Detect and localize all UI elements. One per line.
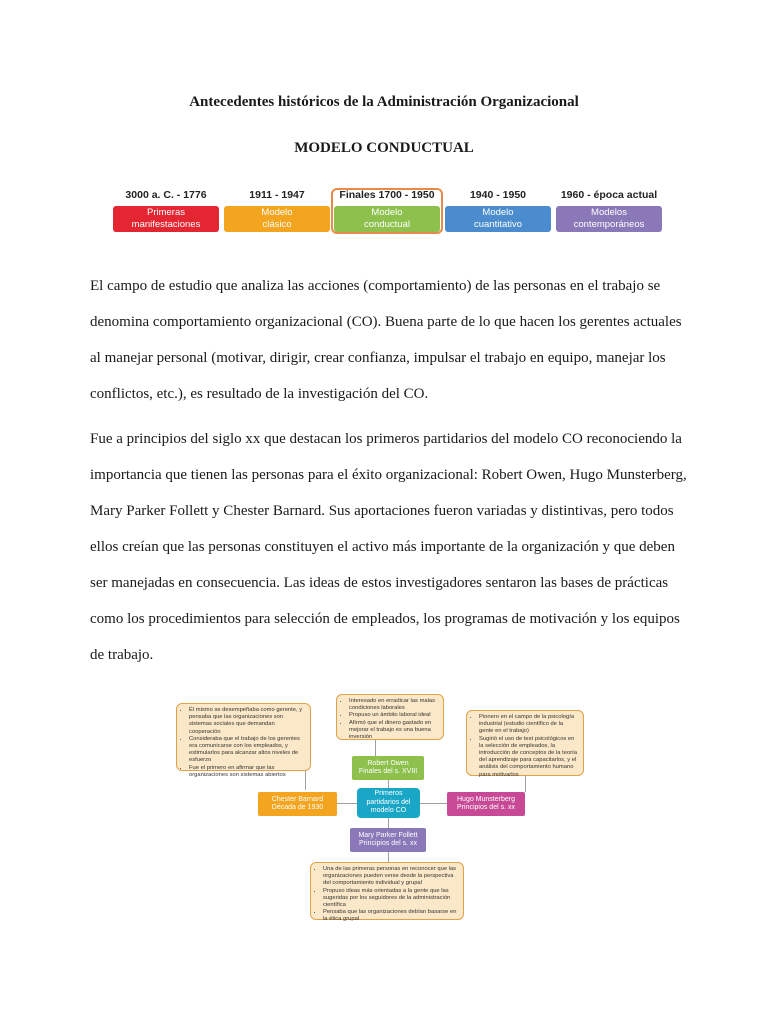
timeline-label: clásico bbox=[262, 219, 292, 230]
document-title: Antecedentes históricos de la Administración Organizacional bbox=[189, 94, 579, 110]
node-name: Robert Owen bbox=[367, 759, 409, 767]
node-center-line: Primeros bbox=[374, 790, 403, 798]
note-item: • Interesado en erradicar las malas condiciones laborales bbox=[349, 698, 439, 712]
note-item: • Propuso un ámbito laboral ideal bbox=[349, 712, 439, 719]
note-item: • Fue el primero en afirmar que las organizaciones son sistemas abiertos bbox=[189, 765, 306, 779]
timeline-period: Finales 1700 - 1950 bbox=[339, 189, 435, 201]
node-center-line: modelo CO bbox=[370, 807, 407, 815]
node-name: Chester Barnard bbox=[271, 795, 324, 803]
timeline-label: cuantitativo bbox=[473, 219, 523, 230]
node-period: Década de 1930 bbox=[271, 804, 324, 811]
node-name: Hugo Munsterberg bbox=[457, 795, 515, 803]
note-owen bbox=[336, 694, 444, 740]
timeline-period: 1940 - 1950 bbox=[469, 189, 527, 201]
note-item: • Pensaba que las organizaciones debían basarse en la ética grupal bbox=[323, 909, 459, 923]
timeline-label: conductual bbox=[364, 219, 410, 230]
timeline-label: Modelos bbox=[591, 207, 627, 218]
note-item: • Pionero en el campo de la psicología industrial (estudio científico de la gente en el trabajo) bbox=[479, 714, 579, 736]
node-name: Mary Parker Follett bbox=[358, 831, 418, 839]
node-center bbox=[357, 788, 420, 818]
timeline-label: Modelo bbox=[371, 207, 403, 218]
note-item: • Consideraba que el trabajo de los gerentes era comunicarse con los empleados, y estimularlos para alcanzar altos niveles de esfuerzo bbox=[189, 736, 306, 765]
note-item: • Una de las primeras personas en reconocer que las organizaciones pueden verse desde la perspectiva del comportamiento individual y grupal bbox=[323, 866, 459, 888]
note-item: • Afirmó que el dinero gastado en mejorar el trabajo es una buena inversión bbox=[349, 720, 439, 742]
node-mary-parker-follett bbox=[350, 828, 426, 852]
note-munsterberg bbox=[466, 710, 584, 776]
note-item: • Propuso ideas más orientadas a la gente que las sugeridas por los seguidores de la administración científica bbox=[323, 888, 459, 910]
note-follett bbox=[310, 862, 464, 923]
timeline-label: Modelo bbox=[261, 207, 293, 218]
timeline-label: Modelo bbox=[482, 207, 514, 218]
document-subtitle: MODELO CONDUCTUAL bbox=[294, 140, 474, 156]
timeline-label: contemporáneos bbox=[573, 219, 645, 230]
node-chester-barnard bbox=[258, 792, 337, 816]
connector-line bbox=[420, 803, 447, 804]
timeline-label: Primeras bbox=[146, 207, 185, 218]
paragraph: Fue a principios del siglo xx que destacan los primeros partidarios del modelo CO reconociendo la importancia que tienen las personas para el éxito organizacional: Robert Owen, Hugo Munsterberg, Mary Parker Follett y Chester Barnard. Sus aportaciones fueron variadas y distintivas, pero todos ellos creían que las personas constituyen el activo más importante de la organización y que deben ser manejadas en consecuencia. Las ideas de estos investigadores sentaron las bases de prácticas como los procedimientos para selección de empleados, los programas de motivación y los equipos de trabajo. bbox=[90, 431, 687, 663]
connector-line bbox=[388, 818, 389, 828]
note-item: • Él mismo se desempeñaba como gerente, y pensaba que las organizaciones son sistemas sociales que demandan cooperación bbox=[189, 707, 306, 736]
node-center-line: partidarios del bbox=[366, 798, 411, 806]
node-robert-owen bbox=[352, 756, 424, 780]
node-period: Principios del s. xx bbox=[457, 804, 515, 811]
paragraph: El campo de estudio que analiza las acciones (comportamiento) de las personas en el trabajo se denomina comportamiento organizacional (CO). Buena parte de lo que hacen los gerentes actuales al manejar personal (motivar, dirigir, crear confianza, impulsar el trabajo en equipo, manejar los conflictos, etc.), es resultado de la investigación del CO. bbox=[90, 278, 682, 402]
node-period: Finales del s. XVIII bbox=[358, 768, 418, 775]
note-item: • Sugirió el uso de test psicológicos en la selección de empleados, la introducción de conceptos de la teoría del aprendizaje para capacitarlos, y el análisis del comportamiento humano para motivarlos bbox=[479, 736, 579, 779]
timeline-period: 3000 a. C. - 1776 bbox=[125, 189, 207, 201]
timeline-label: manifestaciones bbox=[131, 219, 201, 230]
timeline-period: 1911 - 1947 bbox=[249, 189, 305, 201]
timeline-period: 1960 - época actual bbox=[560, 189, 658, 201]
node-hugo-munsterberg bbox=[447, 792, 525, 816]
note-barnard bbox=[176, 703, 311, 778]
connector-line bbox=[337, 803, 357, 804]
node-period: Principios del s. xx bbox=[359, 840, 417, 847]
